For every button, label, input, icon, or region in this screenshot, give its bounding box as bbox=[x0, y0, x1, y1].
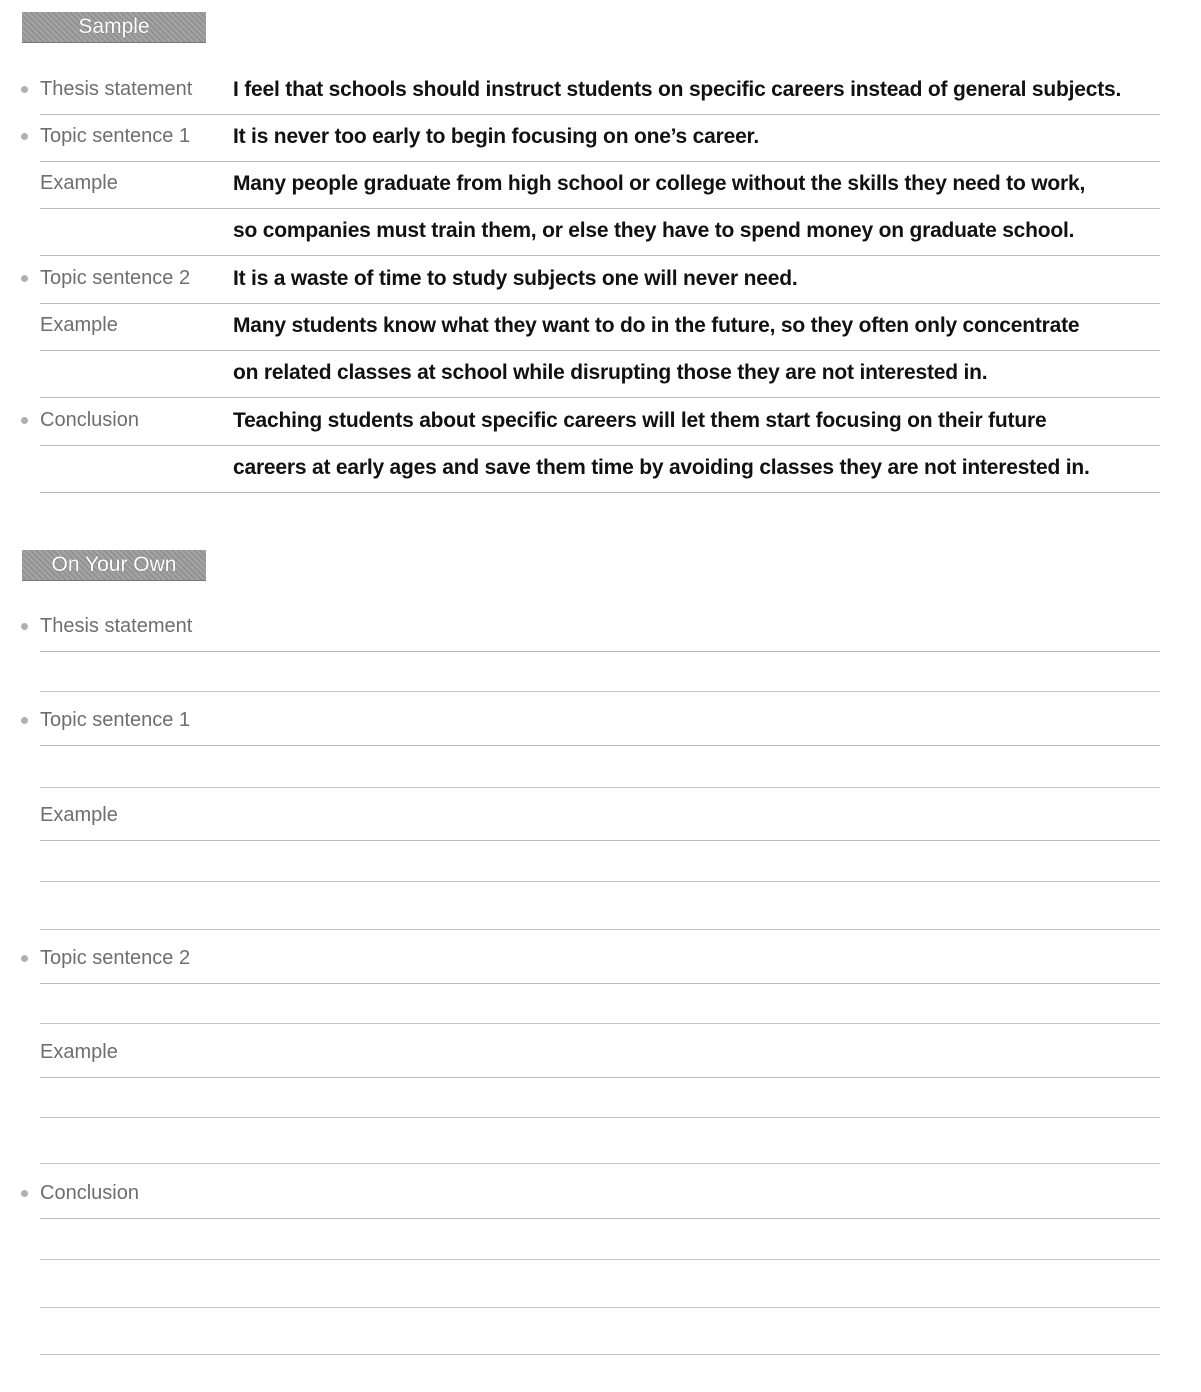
sample-row-example-1 bbox=[40, 161, 1160, 209]
bullet-icon bbox=[21, 86, 28, 93]
own-row-topic-2[interactable] bbox=[40, 936, 1160, 984]
on-your-own-section-header bbox=[22, 550, 206, 581]
sample-section-header bbox=[22, 12, 206, 43]
row-label: Example bbox=[40, 172, 118, 194]
sample-row-topic-1 bbox=[40, 114, 1160, 162]
own-row-example-2[interactable] bbox=[40, 1030, 1160, 1078]
on-your-own-header-label: On Your Own bbox=[51, 553, 177, 576]
bullet-icon bbox=[21, 275, 28, 282]
sample-row-example-2 bbox=[40, 303, 1160, 351]
bullet-icon bbox=[21, 623, 28, 630]
row-label: Conclusion bbox=[40, 1182, 139, 1204]
own-row-thesis[interactable] bbox=[40, 604, 1160, 652]
sample-row-conclusion-cont bbox=[40, 445, 1160, 493]
bullet-icon bbox=[21, 955, 28, 962]
row-text: Many students know what they want to do in the future, so they often only concentrate bbox=[233, 314, 1080, 337]
row-text: It is a waste of time to study subjects one will never need. bbox=[233, 267, 798, 290]
row-text: on related classes at school while disrupting those they are not interested in. bbox=[233, 361, 988, 384]
bullet-icon bbox=[21, 717, 28, 724]
row-label: Topic sentence 2 bbox=[40, 267, 191, 289]
writing-line[interactable] bbox=[40, 1117, 1160, 1118]
writing-line[interactable] bbox=[40, 1163, 1160, 1164]
writing-line[interactable] bbox=[40, 691, 1160, 692]
row-label: Topic sentence 2 bbox=[40, 947, 191, 969]
row-text: Teaching students about specific careers will let them start focusing on their future bbox=[233, 409, 1047, 432]
sample-row-example-1-cont bbox=[40, 208, 1160, 256]
row-label: Example bbox=[40, 314, 118, 336]
row-label: Thesis statement bbox=[40, 78, 193, 100]
row-label: Topic sentence 1 bbox=[40, 709, 191, 731]
writing-line[interactable] bbox=[40, 929, 1160, 930]
row-label: Topic sentence 1 bbox=[40, 125, 191, 147]
own-row-conclusion[interactable] bbox=[40, 1171, 1160, 1219]
sample-row-conclusion bbox=[40, 398, 1160, 446]
row-label: Example bbox=[40, 1041, 118, 1063]
own-row-topic-1[interactable] bbox=[40, 698, 1160, 746]
writing-line[interactable] bbox=[40, 1354, 1160, 1355]
row-label: Conclusion bbox=[40, 409, 139, 431]
sample-header-label: Sample bbox=[78, 15, 150, 38]
row-label: Example bbox=[40, 804, 118, 826]
sample-row-thesis bbox=[40, 67, 1160, 115]
row-text: careers at early ages and save them time by avoiding classes they are not interested in. bbox=[233, 456, 1090, 479]
bullet-icon bbox=[21, 417, 28, 424]
writing-line[interactable] bbox=[40, 1023, 1160, 1024]
own-row-example-1[interactable] bbox=[40, 793, 1160, 841]
row-text: Many people graduate from high school or college without the skills they need to work, bbox=[233, 172, 1086, 195]
row-label: Thesis statement bbox=[40, 615, 193, 637]
bullet-icon bbox=[21, 133, 28, 140]
sample-row-topic-2 bbox=[40, 256, 1160, 304]
sample-row-example-2-cont bbox=[40, 350, 1160, 398]
row-text: It is never too early to begin focusing on one’s career. bbox=[233, 125, 759, 148]
writing-line[interactable] bbox=[40, 881, 1160, 882]
bullet-icon bbox=[21, 1190, 28, 1197]
writing-line[interactable] bbox=[40, 1307, 1160, 1308]
writing-line[interactable] bbox=[40, 787, 1160, 788]
row-text: so companies must train them, or else they have to spend money on graduate school. bbox=[233, 219, 1075, 242]
writing-line[interactable] bbox=[40, 1259, 1160, 1260]
row-text: I feel that schools should instruct students on specific careers instead of general subjects. bbox=[233, 78, 1122, 101]
